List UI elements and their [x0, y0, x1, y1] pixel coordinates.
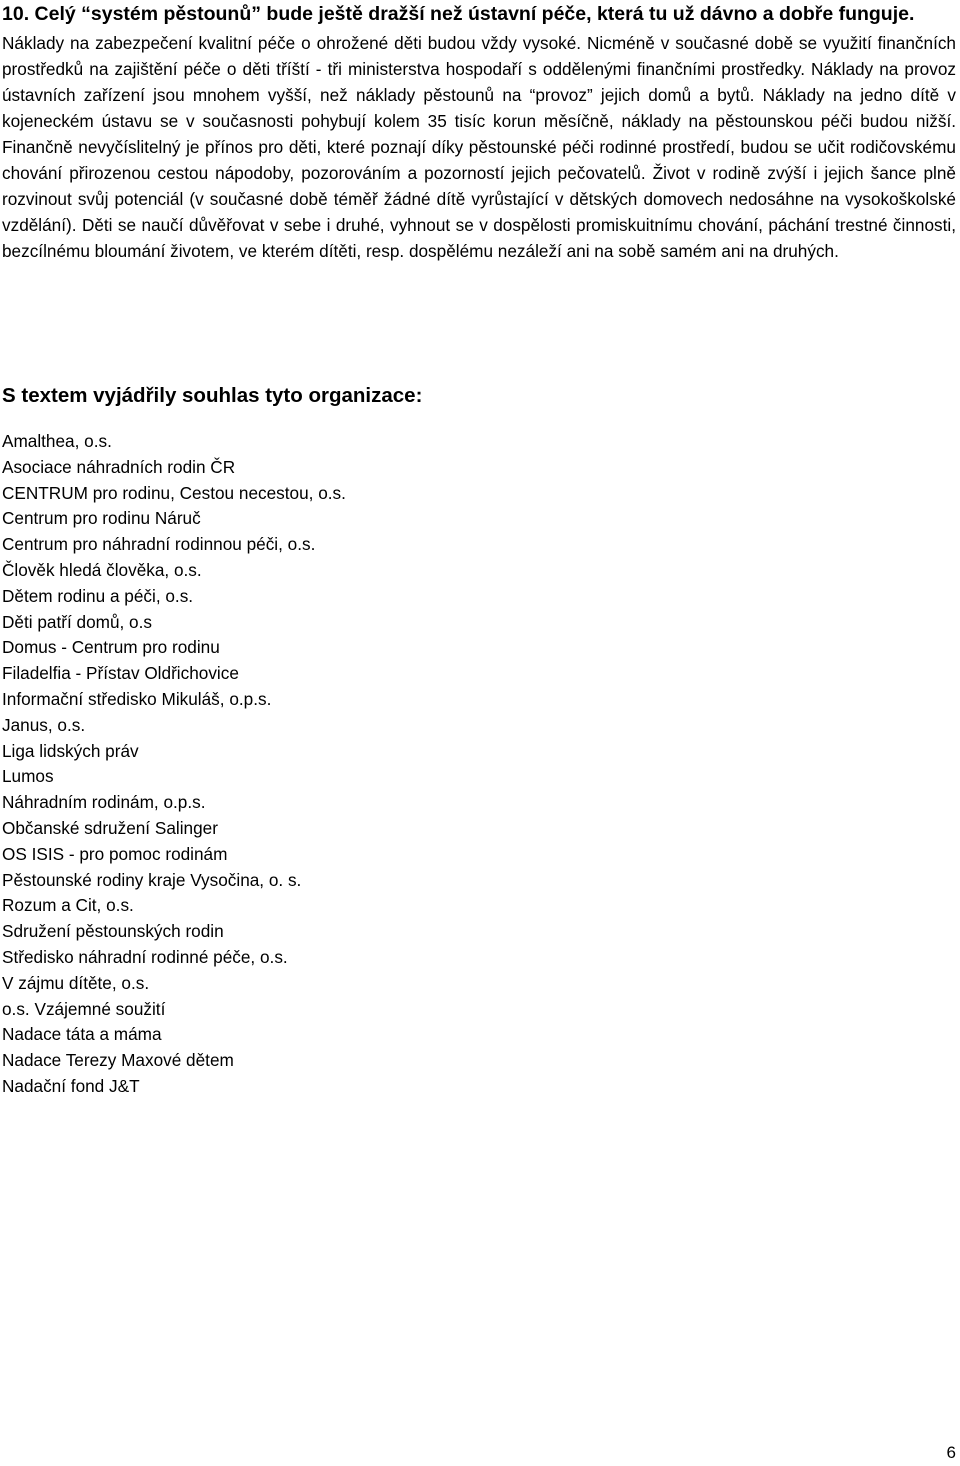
- list-item: Informační středisko Mikuláš, o.p.s.: [2, 688, 272, 709]
- organizations-list: [2, 429, 346, 1100]
- list-item: Centrum pro rodinu Náruč: [2, 508, 201, 529]
- list-item: Občanské sdružení Salinger: [2, 817, 218, 838]
- organizations-title: S textem vyjádřily souhlas tyto organizace:: [2, 384, 423, 407]
- section-heading: 10. Celý “systém pěstounů” bude ještě dražší než ústavní péče, která tu už dávno a dobře funguje.: [2, 3, 915, 25]
- list-item: Amalthea, o.s.: [2, 431, 112, 451]
- list-item: Filadelfia - Přístav Oldřichovice: [2, 663, 239, 684]
- list-item: Náhradním rodinám, o.p.s.: [2, 792, 206, 813]
- list-item: Asociace náhradních rodin ČR: [2, 456, 236, 477]
- list-item: V zájmu dítěte, o.s.: [2, 972, 150, 993]
- faq-section: [2, 2, 956, 264]
- list-item: Rozum a Cit, o.s.: [2, 895, 134, 916]
- list-item: Dětem rodinu a péči, o.s.: [2, 585, 194, 606]
- list-item: Nadační fond J&T: [2, 1075, 140, 1096]
- list-item: Domus - Centrum pro rodinu: [2, 637, 220, 658]
- list-item: o.s. Vzájemné soužití: [2, 998, 166, 1019]
- list-item: Děti patří domů, o.s: [2, 611, 152, 632]
- list-item: Nadace Terezy Maxové dětem: [2, 1050, 234, 1071]
- page-number: 6: [946, 1443, 956, 1462]
- list-item: Nadace táta a máma: [2, 1024, 162, 1045]
- list-item: Pěstounské rodiny kraje Vysočina, o. s.: [2, 869, 302, 890]
- list-item: Centrum pro náhradní rodinnou péči, o.s.: [2, 534, 316, 555]
- list-item: Liga lidských práv: [2, 740, 139, 761]
- list-item: Sdružení pěstounských rodin: [2, 921, 224, 942]
- list-item: Janus, o.s.: [2, 714, 86, 735]
- list-item: OS ISIS - pro pomoc rodinám: [2, 843, 228, 864]
- list-item: Lumos: [2, 766, 54, 787]
- section-body: Náklady na zabezpečení kvalitní péče o ohrožené děti budou vždy vysoké. Nicméně v současné době se využití finančních prostředků na zajištění péče o děti tříští - tři ministerstva hospodaří s oddělenými finančními prostředky. Náklady na provoz ústavních zařízení jsou mnohem vyšší, než náklady pěstounů na “provoz” jejich domů a bytů. Náklady na jedno dítě v kojeneckém ústavu se v současnosti pohybují kolem 35 tisíc korun měsíčně, náklady na pěstounskou péči budou nižší. Finančně nevyčíslitelný je přínos pro děti, které poznají díky pěstounské péči rodinné prostředí, budou se učit rodičovskému chování přirozenou cestou nápodoby, pozorováním a pozorností jejich pečovatelů. Život v rodině zvýší i jejich šance plně rozvinout svůj potenciál (v současné době téměř žádné dítě vyrůstající v dětských domovech nedosáhne na vysokoškolské vzdělání). Děti se naučí důvěřovat v sebe i druhé, vyhnout se v dospělosti promiskuitnímu chování, páchání trestné činnosti, bezcílnému bloumání životem, ve kterém dítěti, resp. dospělému nezáleží ani na sobě samém ani na druhých.: [2, 33, 956, 261]
- list-item: CENTRUM pro rodinu, Cestou necestou, o.s.: [2, 482, 346, 503]
- list-item: Středisko náhradní rodinné péče, o.s.: [2, 946, 288, 967]
- list-item: Člověk hledá člověka, o.s.: [2, 559, 202, 580]
